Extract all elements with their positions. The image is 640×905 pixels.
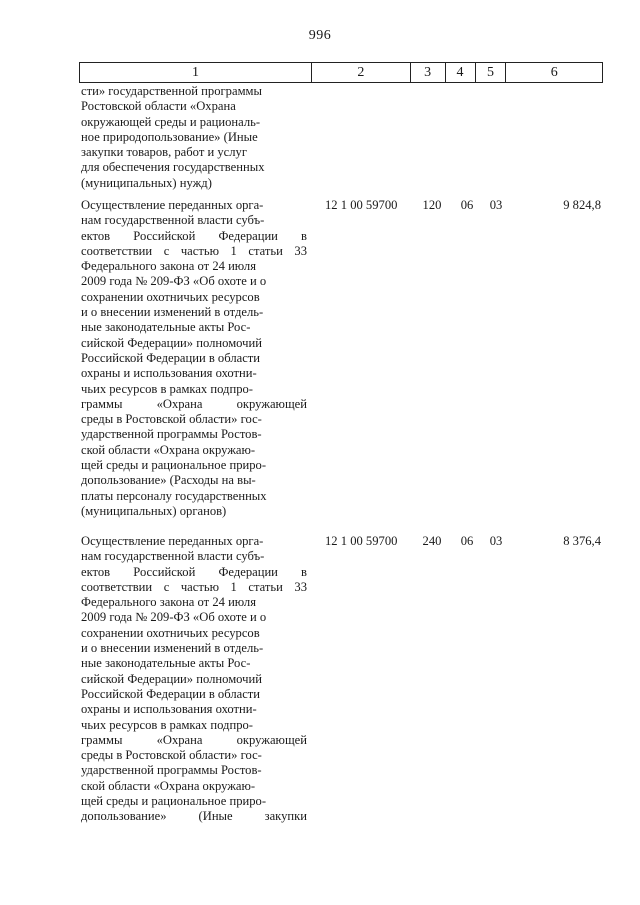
description-line: ные законодательные акты Рос- [81,320,251,335]
description-line: ные законодательные акты Рос- [81,656,251,671]
description-line: сохранении охотничьих ресурсов [81,625,260,640]
target-article-code: 12 1 00 59700 [325,198,398,212]
description-line: (муниципальных) органов) [81,503,227,518]
page-number: 996 [308,28,332,43]
column-header-5: 5 [476,63,507,82]
expense-type-code: 240 [422,534,442,548]
table-header [79,62,603,83]
section-code: 06 [460,534,474,548]
description-line: чьих ресурсов в рамках подпро- [81,381,253,396]
description-line: охраны и использования охотни- [81,702,257,717]
description-line: Осуществление переданных орга- [81,198,264,212]
description-line: окружающей среды и рациональ- [81,114,261,129]
section-code: 06 [460,198,474,212]
column-header-2: 2 [312,63,411,82]
row-description [81,534,307,825]
table-row [79,534,603,829]
description-line: ской области «Охрана окружаю- [81,778,256,793]
description-line: и о внесении изменений в отдель- [81,305,264,320]
target-article-code: 12 1 00 59700 [325,534,398,548]
description-line: сохранении охотничьих ресурсов [81,289,260,304]
description-line: для обеспечения государственных [81,160,265,175]
description-line: среды в Ростовской области» гос- [81,412,262,427]
description-line: ударственной программы Ростов- [81,763,262,778]
amount: 8 376,4 [563,534,601,548]
description-line: Федерального закона от 24 июля [81,595,256,610]
description-line: соответствии с частью 1 статьи 33 [81,579,307,594]
description-line: ное природопользование» (Иные [81,129,258,144]
column-header-1: 1 [80,63,312,82]
row-description [81,84,307,191]
description-line: (муниципальных) нужд) [81,175,212,190]
amount: 9 824,8 [563,198,601,212]
subsection-code: 03 [489,534,503,548]
description-line: сти» государственной программы [81,84,262,98]
description-line: чьих ресурсов в рамках подпро- [81,717,253,732]
column-header-4: 4 [446,63,476,82]
description-line: ской области «Охрана окружаю- [81,442,256,457]
description-line: 2009 года № 209-ФЗ «Об охоте и о [81,610,267,625]
description-line: ектов Российской Федерации в [81,564,307,579]
description-line: граммы «Охрана окружающей [81,396,307,411]
column-header-6: 6 [550,64,558,80]
description-line: Российской Федерации в области [81,686,261,701]
table-row [79,84,603,195]
description-line: и о внесении изменений в отдель- [81,641,264,656]
description-line: допользование» (Расходы на вы- [81,473,256,488]
description-line: сийской Федерации» полномочий [81,671,262,686]
description-line: сийской Федерации» полномочий [81,335,262,350]
description-line: Осуществление переданных орга- [81,534,264,548]
description-line: граммы «Охрана окружающей [81,732,307,747]
description-line: 2009 года № 209-ФЗ «Об охоте и о [81,274,267,289]
description-line: ударственной программы Ростов- [81,427,262,442]
expense-type-code: 120 [422,198,442,212]
description-line: Федерального закона от 24 июля [81,259,256,274]
description-line: нам государственной власти субъ- [81,549,265,564]
description-line: щей среды и рациональное приро- [81,794,267,809]
description-line: платы персоналу государственных [81,488,267,503]
table-row [79,198,603,523]
description-line: среды в Ростовской области» гос- [81,748,262,763]
description-line: охраны и использования охотни- [81,366,257,381]
description-line: нам государственной власти субъ- [81,213,265,228]
description-line: Российской Федерации в области [81,350,261,365]
description-line: Ростовской области «Охрана [81,99,236,114]
description-line: щей среды и рациональное приро- [81,458,267,473]
column-header-3: 3 [411,63,446,82]
description-line: соответствии с частью 1 статьи 33 [81,243,307,258]
subsection-code: 03 [489,198,503,212]
description-line: ектов Российской Федерации в [81,228,307,243]
row-description [81,198,307,519]
description-line: допользование» (Иные закупки [81,809,307,824]
description-line: закупки товаров, работ и услуг [81,145,247,160]
